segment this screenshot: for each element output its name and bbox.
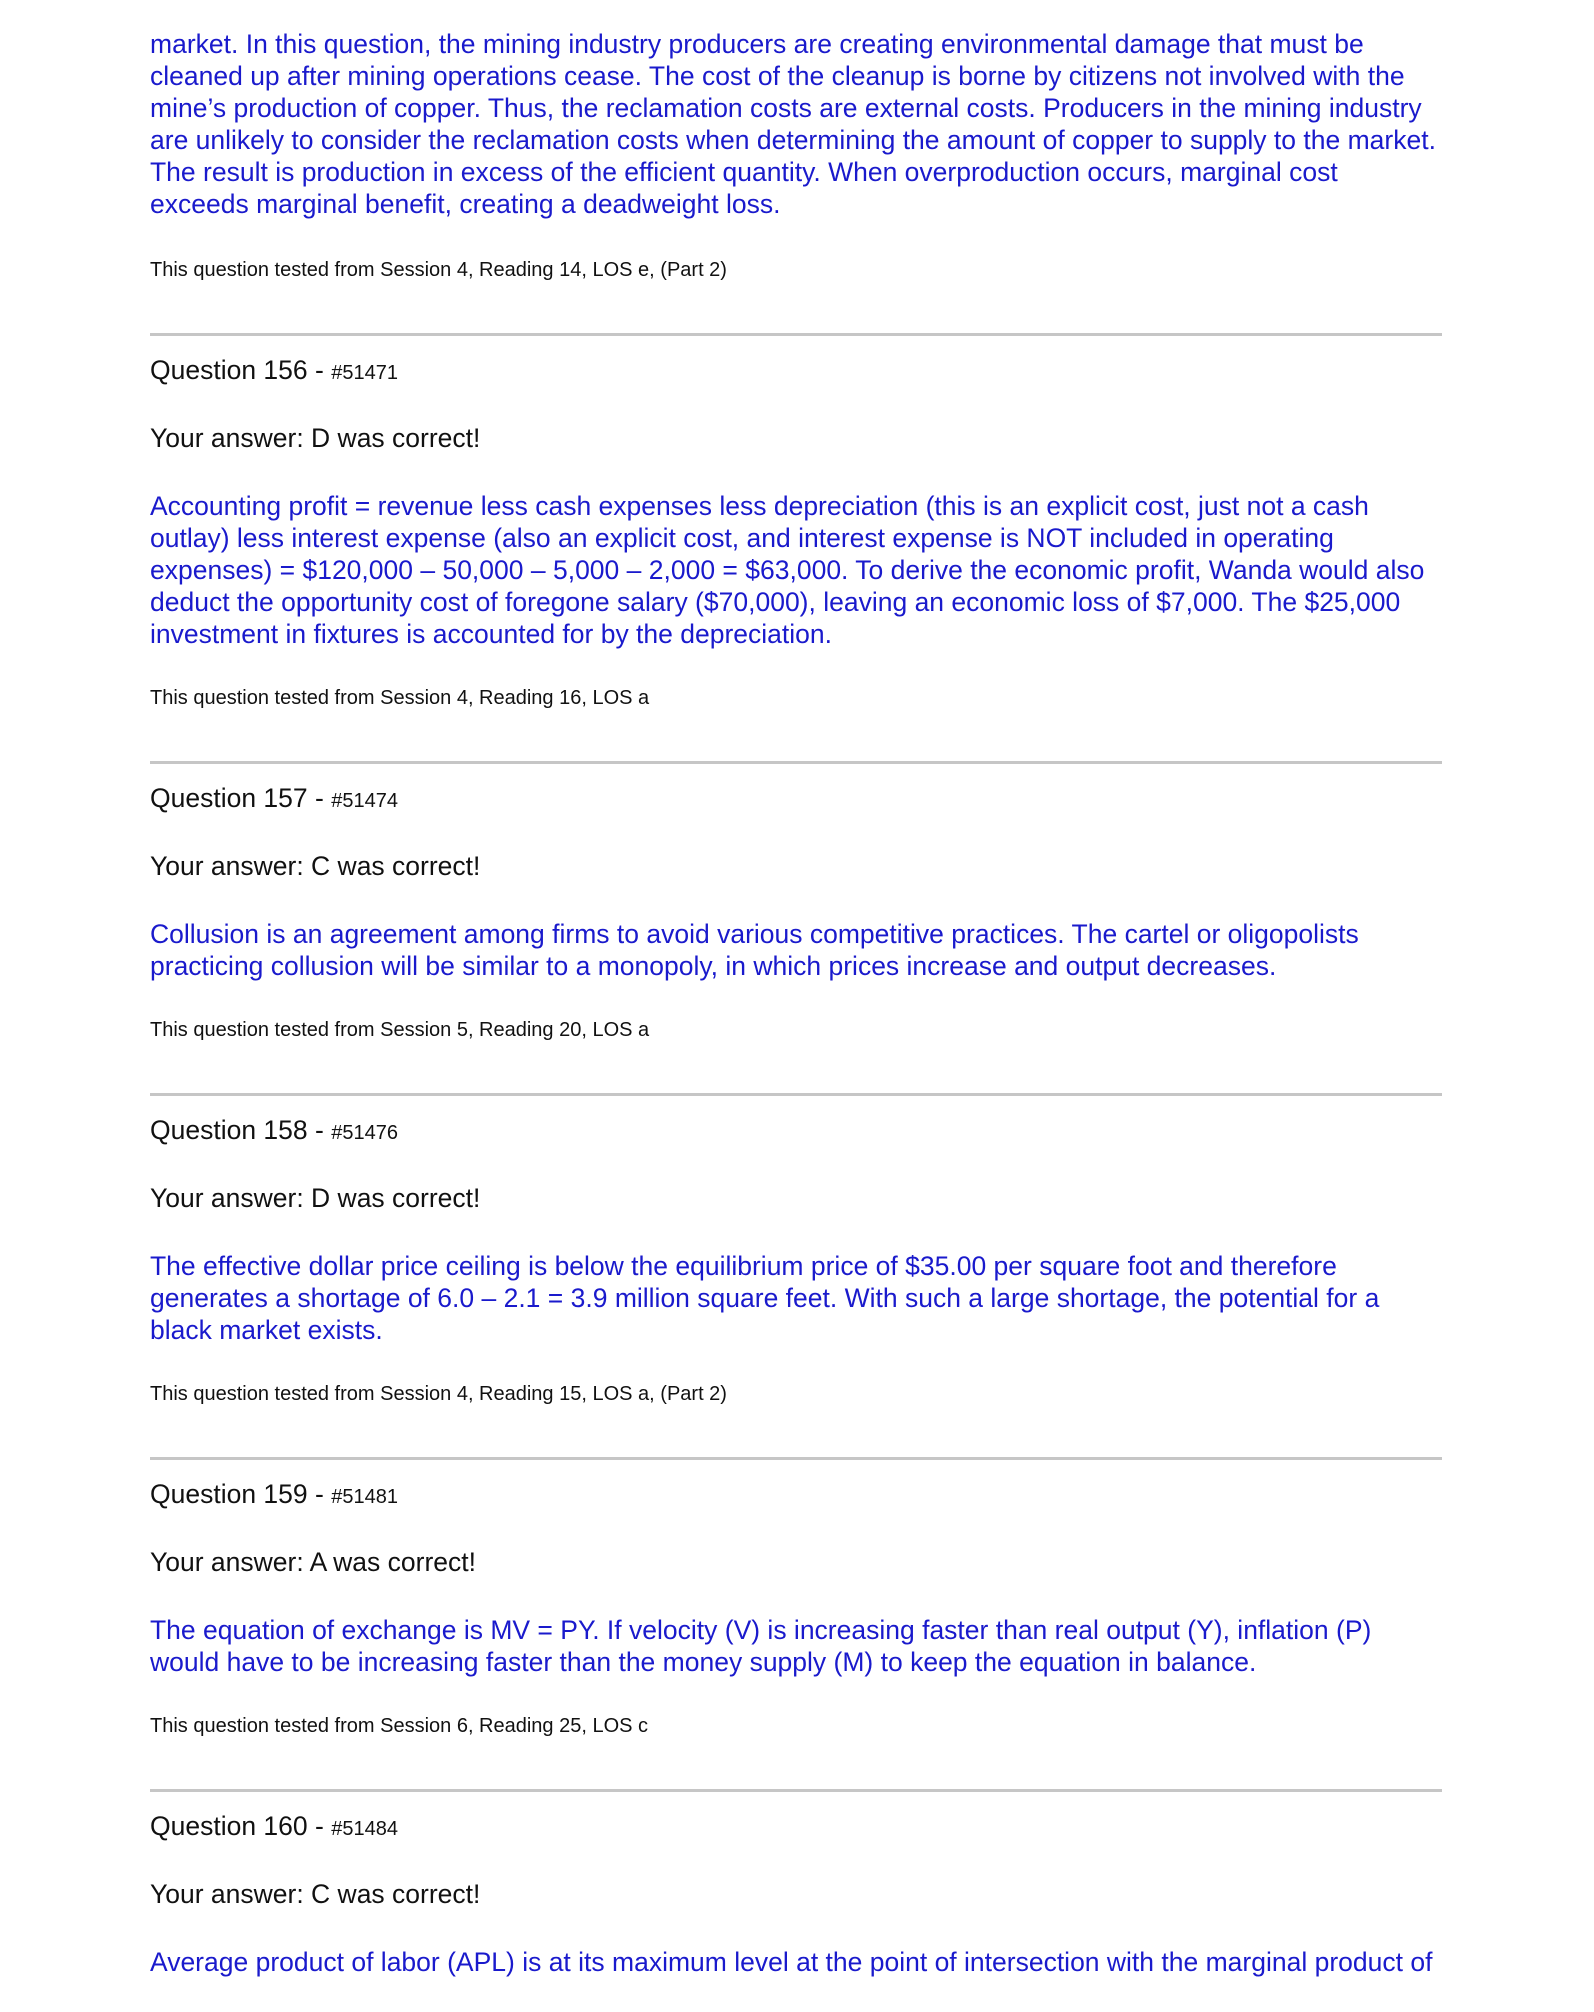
answer-result: Your answer: A was correct! (150, 1547, 477, 1577)
question-title: Question 158 - (150, 1115, 332, 1145)
question-header (150, 1810, 1442, 1845)
intro-explanation: market. In this question, the mining industry producers are creating environmental damage that must be cleaned up after mining operations cease. The cost of the cleanup is borne by citizens not involved with the mine’s production of copper. Thus, the reclamation costs are external costs. Producers in the mining industry are unlikely to consider the reclamation costs when determining the amount of copper to supply to the market. The result is production in excess of the efficient quantity. When overproduction occurs, marginal cost exceeds marginal benefit, creating a deadweight loss. (150, 29, 1436, 219)
question-id: #51476 (331, 1122, 398, 1144)
question-id: #51471 (331, 362, 398, 384)
divider (150, 1457, 1442, 1460)
question-explanation: The equation of exchange is MV = PY. If velocity (V) is increasing faster than real output (Y), inflation (P) would have to be increasing faster than the money supply (M) to keep the equation in balance. (150, 1615, 1372, 1677)
intro-source: This question tested from Session 4, Reading 14, LOS e, (Part 2) (150, 259, 727, 281)
question-header (150, 782, 1442, 817)
question-id: #51474 (331, 790, 398, 812)
question-source: This question tested from Session 4, Reading 15, LOS a, (Part 2) (150, 1383, 727, 1405)
question-header (150, 1114, 1442, 1149)
answer-result: Your answer: C was correct! (150, 851, 481, 881)
question-explanation: The effective dollar price ceiling is below the equilibrium price of $35.00 per square foot and therefore generates a shortage of 6.0 – 2.1 = 3.9 million square feet. With such a large shortage, the potential for a black market exists. (150, 1251, 1380, 1345)
question-source: This question tested from Session 5, Reading 20, LOS a (150, 1019, 650, 1041)
divider (150, 333, 1442, 336)
question-explanation: Average product of labor (APL) is at its maximum level at the point of intersection with the marginal product of (150, 1947, 1433, 1977)
question-title: Question 159 - (150, 1479, 332, 1509)
question-explanation: Accounting profit = revenue less cash expenses less depreciation (this is an explicit cost, just not a cash outlay) less interest expense (also an explicit cost, and interest expense is NOT included in operating expenses) = $120,000 – 50,000 – 5,000 – 2,000 = $63,000. To derive the economic profit, Wanda would also deduct the opportunity cost of foregone salary ($70,000), leaving an economic loss of $7,000. The $25,000 investment in fixtures is accounted for by the depreciation. (150, 491, 1425, 649)
question-source: This question tested from Session 4, Reading 16, LOS a (150, 687, 650, 709)
question-id: #51484 (331, 1818, 398, 1840)
divider (150, 761, 1442, 764)
answer-result: Your answer: D was correct! (150, 423, 481, 453)
question-explanation: Collusion is an agreement among firms to avoid various competitive practices. The cartel or oligopolists practicing collusion will be similar to a monopoly, in which prices increase and output decreases. (150, 919, 1359, 981)
divider (150, 1789, 1442, 1792)
question-title: Question 157 - (150, 783, 332, 813)
question-title: Question 160 - (150, 1811, 332, 1841)
answer-result: Your answer: C was correct! (150, 1879, 481, 1909)
question-id: #51481 (331, 1486, 398, 1508)
question-source: This question tested from Session 6, Reading 25, LOS c (150, 1715, 649, 1737)
answer-result: Your answer: D was correct! (150, 1183, 481, 1213)
question-header (150, 354, 1442, 389)
divider (150, 1093, 1442, 1096)
question-header (150, 1478, 1442, 1513)
question-title: Question 156 - (150, 355, 332, 385)
